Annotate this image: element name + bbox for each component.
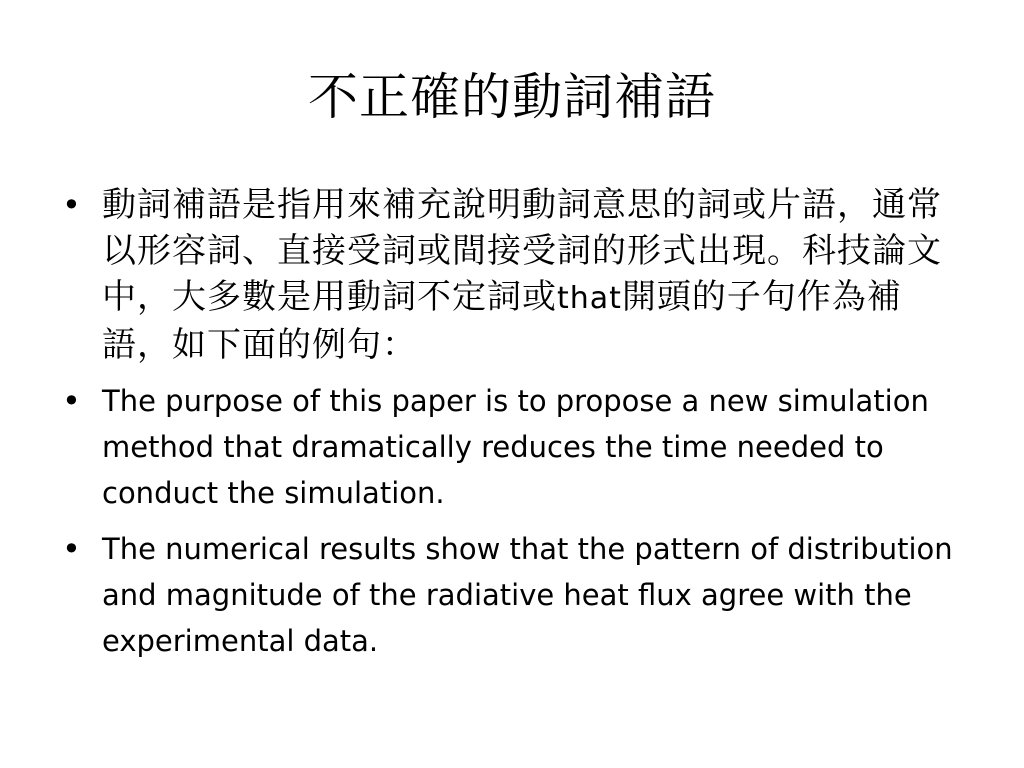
bullet-item-example-1	[60, 378, 960, 516]
slide-title: 不正確的動詞補語	[308, 68, 716, 126]
bullet-text-example-1: The purpose of this paper is to propose a new simulation method that dramatically reduces the time needed to conduct the simulation.	[102, 384, 929, 510]
bullet-text-latin: that	[557, 281, 622, 316]
bullet-symbol: •	[62, 530, 81, 568]
bullet-symbol: •	[62, 382, 81, 420]
bullet-list	[60, 182, 960, 674]
bullet-text-before: 動詞補語是指用來補充說明動詞意思的詞或片語，通常以形容詞、直接受詞或間接受詞的形式出現。科技論文中，大多數是用動詞不定詞或	[102, 185, 942, 317]
bullet-text-example-2: The numerical results show that the pattern of distribution and magnitude of the radiative heat flux agree with the experimental data.	[102, 532, 953, 658]
bullet-text-after: 開頭的子句作為補語，如下面的例句：	[102, 277, 902, 365]
bullet-text-definition	[102, 182, 960, 368]
bullet-symbol: •	[62, 186, 81, 224]
bullet-item-example-2	[60, 526, 960, 664]
bullet-item-definition	[60, 182, 960, 368]
